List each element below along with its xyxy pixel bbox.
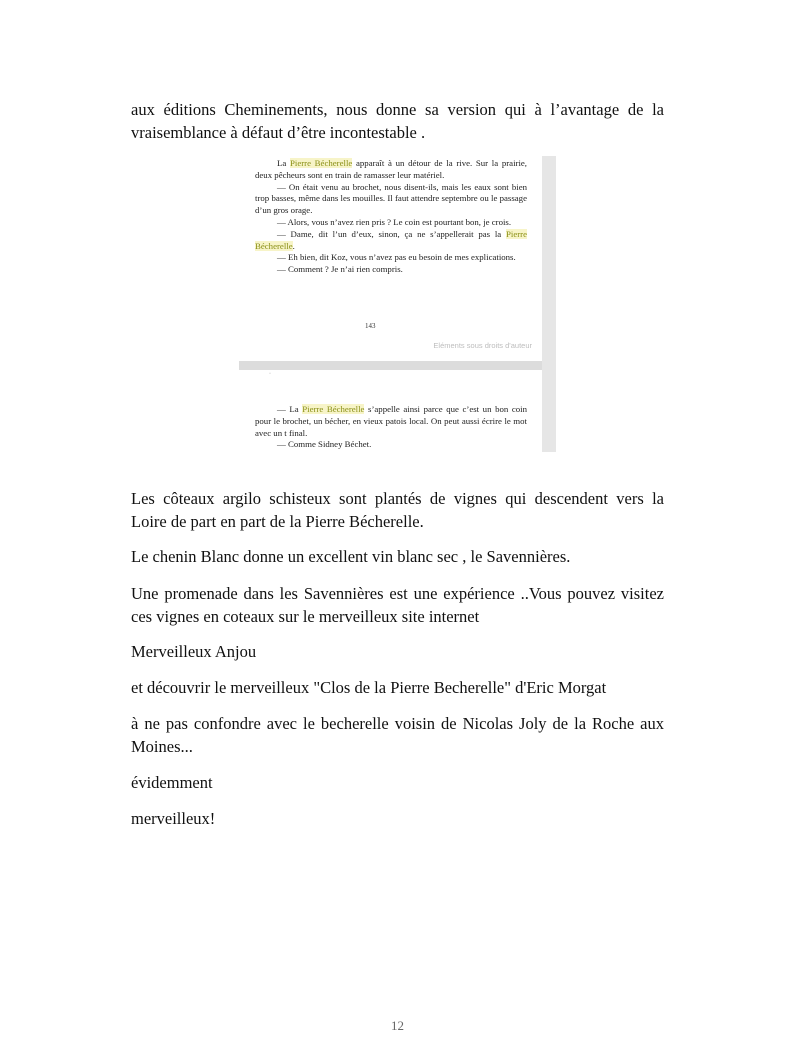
intro-line-1: aux éditions Cheminements, nous donne sa version qui à l’avantage de la xyxy=(131,100,664,119)
book-page-number: 143 xyxy=(365,322,376,330)
page-number: 12 xyxy=(391,1018,404,1033)
intro-line-2: vraisemblance à défaut d’être incontestable . xyxy=(131,123,426,142)
viewer-scrollbar xyxy=(542,156,556,452)
book-paragraph: La Pierre Bécherelle apparaît à un détour de la rive. Sur la prairie, deux pêcheurs sont en train de ramasser leur matériel. xyxy=(255,158,528,180)
paragraph-nicolas-joly: à ne pas confondre avec le becherelle voisin de Nicolas Joly de la Roche aux Moines... xyxy=(131,714,664,756)
highlight-term: Pierre Bécherelle xyxy=(302,404,365,414)
copyright-watermark: Eléments sous droits d'auteur xyxy=(433,341,532,350)
book-paragraph: — La Pierre Bécherelle s’appelle ainsi parce que c’est un bon coin pour le brochet, un bécher, en vieux patois local. On peut aussi écrire le mot avec un t final. xyxy=(255,404,527,438)
page-mark: · xyxy=(269,371,271,377)
book-top-page xyxy=(255,158,527,276)
book-paragraph: — Eh bien, dit Koz, vous n’avez pas eu besoin de mes explications. xyxy=(277,252,516,263)
paragraph-promenade: Une promenade dans les Savennières est une expérience ..Vous pouvez visitez ces vignes en coteaux sur le merveilleux site internet xyxy=(131,584,664,626)
book-paragraph: — Alors, vous n’avez rien pris ? Le coin est pourtant bon, je crois. xyxy=(277,216,512,227)
paragraph-chenin: Le chenin Blanc donne un excellent vin blanc sec , le Savennières. xyxy=(131,547,571,566)
paragraph-clos: et découvrir le merveilleux "Clos de la Pierre Becherelle" d'Eric Morgat xyxy=(131,678,607,697)
paragraph-merveilleux: merveilleux! xyxy=(131,809,216,828)
book-paragraph: — Comment ? Je n’ai rien compris. xyxy=(277,264,403,275)
book-excerpt-image xyxy=(239,156,556,452)
book-paragraph: — On était venu au brochet, nous disent-ils, mais les eaux sont bien trop basses, même dans les mouilles. Il faut attendre septembre ou le passage d’un gros orage. xyxy=(255,181,527,216)
book-paragraph: — Dame, dit l’un d’eux, sinon, ça ne s’appellerait pas la Pierre Bécherelle. xyxy=(255,228,527,251)
paragraph-merveilleux-anjou: Merveilleux Anjou xyxy=(131,642,257,661)
highlight-term: Pierre Bécherelle xyxy=(289,158,353,168)
book-bottom-page xyxy=(255,404,527,451)
book-paragraph: — Comme Sidney Béchet. xyxy=(277,439,372,450)
highlight-term: Pierre Bécherelle xyxy=(255,228,527,251)
paragraph-evidemment: évidemment xyxy=(131,773,213,792)
page-divider xyxy=(239,361,542,370)
intro-paragraph xyxy=(131,98,664,144)
paragraph-coteaux: Les côteaux argilo schisteux sont plantés de vignes qui descendent vers la Loire de part en part de la Pierre Bécherelle. xyxy=(131,489,664,531)
